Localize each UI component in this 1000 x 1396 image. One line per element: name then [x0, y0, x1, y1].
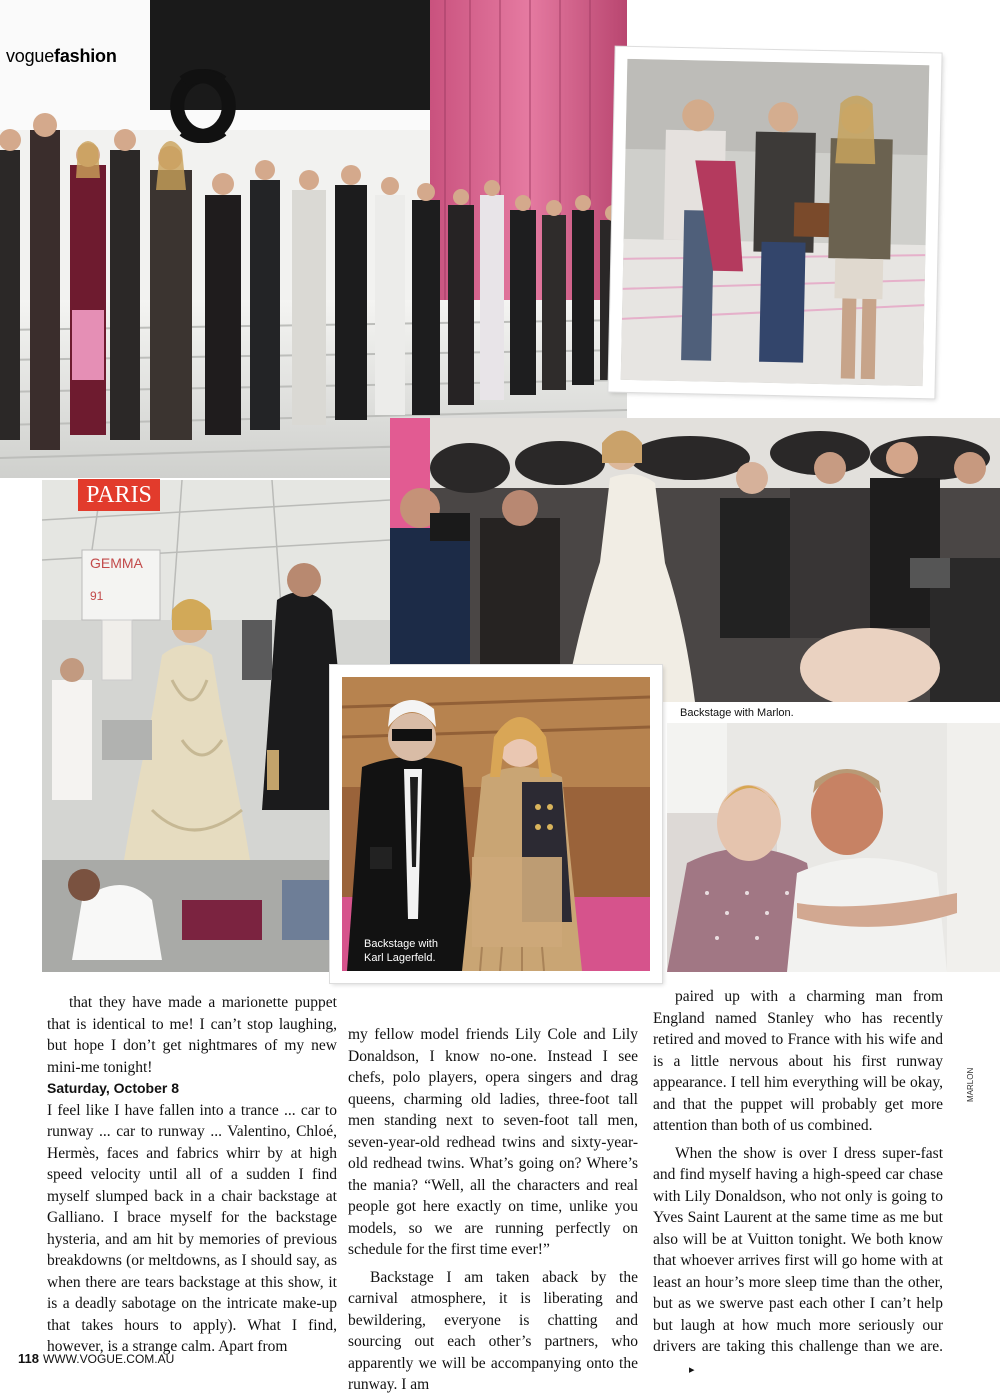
column2-paragraph-1: my fellow model friends Lily Cole and Lily Donaldson, I know no-one. Instead I see chefs, polo players, opera singers and drag queens, charming old ladies, three-foot tall men standing next to seven-foot tall men, seven-year-old redhead twins and sixty-year-old redhead twins. What’s going on? Where’s the mania? “Well, all the characters and real people got here exactly on time, unlike you models, so we are running perfectly on schedule for the first time ever!”: [348, 1026, 638, 1258]
photo-credit: MARLON: [966, 1067, 975, 1102]
column3-paragraph-1: paired up with a charming man from England named Stanley who has recently retired and moved to France with his wife and is a little nervous about his first runway appearance. I tell him everything will be okay, and that the puppet will probably get more attention than both of us combined.: [653, 988, 943, 1134]
marlon-illustration: [667, 723, 1000, 972]
karl-caption: [364, 937, 438, 965]
photo-backstage-crowd: [390, 418, 1000, 702]
column1-body: I feel like I have fallen into a trance ... car to runway ... car to runway ... Valentino, Chloé, Hermès, faces and fabrics whirr by at high speed velocity until all of a sudden I find myself slumped back in a chair backstage at Galliano. I brace myself for the backstage hysteria, and am hit by memories of previous breakdowns (or meltdowns, as I should say, as when there are tears backstage at this show, it is a deadly sabotage on the intricate make-up that takes hours to apply). What I find, however, is a strange calm. Apart from: [47, 1101, 337, 1355]
column3-paragraph-2-text: When the show is over I dress super-fast and find myself having a high-speed car chase with Lily Donaldson, who not only is going to Yves Saint Laurent at the same time as me but also will be at Vuitton tonight. We both know that whoever arrives first will go home with at least an hour’s more sleep time than the other, but as we swerve past each other I can’t help but laugh at how much more seriously our drivers are taking this challenge than we are.: [653, 1144, 943, 1355]
section-word: fashion: [54, 46, 117, 66]
page-footer: [18, 1351, 174, 1366]
photo-chanel-lineup: [0, 0, 627, 478]
three-models-illustration: [621, 59, 930, 386]
photo-marlon: [667, 723, 1000, 972]
column2-paragraph-2: Backstage I am taken aback by the carnival atmosphere, it is liberating and bewildering, everyone is chatting and sourcing out each other’s partners, who apparently we will be accompanying onto the runway. I am: [348, 1268, 638, 1393]
photo-three-models: [621, 59, 930, 386]
text-column-2: [348, 1024, 638, 1396]
text-column-1: [47, 992, 337, 1358]
karl-caption-line1: Backstage with: [364, 938, 438, 950]
photo-frame-three-models: [608, 47, 941, 399]
brand-word: vogue: [6, 46, 55, 66]
karl-illustration: [342, 677, 650, 971]
board-number: 91: [90, 589, 104, 603]
continue-arrow-icon: ▸: [689, 1363, 695, 1376]
page-number: 118: [18, 1351, 39, 1366]
section-label: [6, 46, 117, 67]
footer-url: WWW.VOGUE.COM.AU: [42, 1352, 175, 1366]
karl-caption-line2: Karl Lagerfeld.: [364, 952, 436, 964]
column1-intro: that they have made a marionette puppet that is identical to me! I can’t stop laughing, but hope I don’t get nightmares of my new mini-me tonight!: [47, 994, 337, 1076]
text-column-3: [653, 986, 943, 1381]
paris-label: PARIS: [78, 479, 160, 511]
column3-paragraph-2: [653, 1143, 943, 1382]
board-name: GEMMA: [90, 555, 143, 571]
marlon-caption: Backstage with Marlon.: [680, 707, 794, 719]
backstage-crowd-illustration: [390, 418, 1000, 702]
chanel-lineup-illustration: [0, 0, 627, 478]
photo-karl: [342, 677, 650, 971]
diary-date-heading: Saturday, October 8: [47, 1080, 180, 1096]
photo-frame-karl: [330, 665, 662, 983]
